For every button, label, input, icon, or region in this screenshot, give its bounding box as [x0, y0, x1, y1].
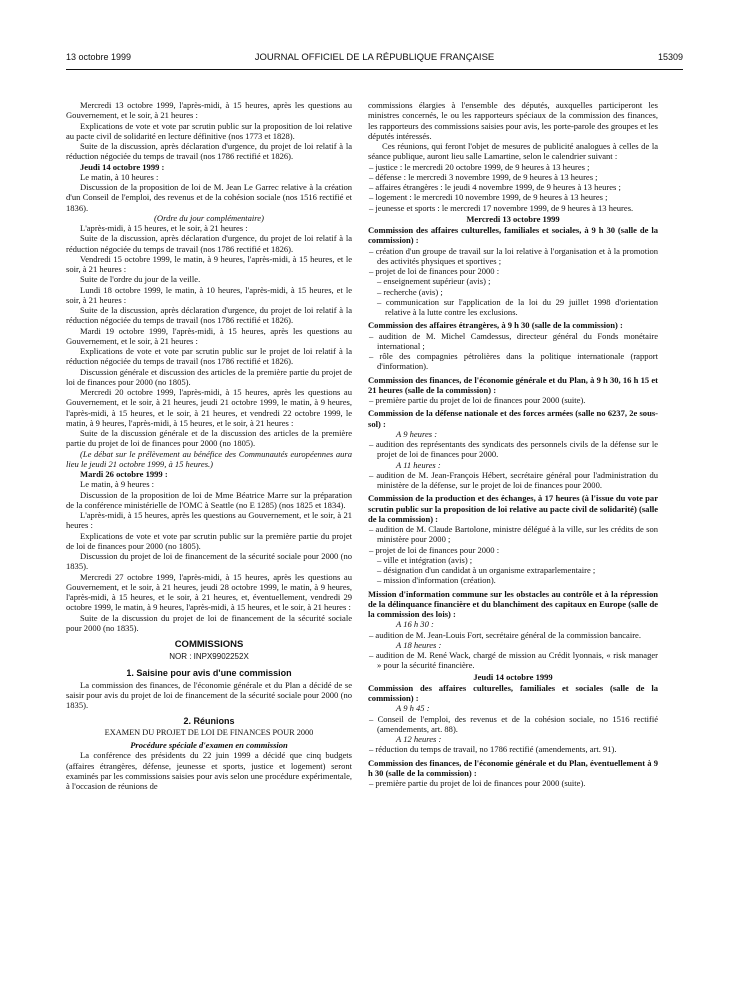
agenda-paragraph: Suite de la discussion, après déclaration d'urgence, du projet de loi relatif à la réduction négociée du temps de travail (nos 1786 rectifié et 1826). — [66, 305, 352, 326]
agenda-paragraph: Suite de la discussion, après déclaration d'urgence, du projet de loi relatif à la réduction négociée du temps de travail (nos 1786 rectifié et 1826). — [66, 141, 352, 162]
agenda-item: – audition de M. René Wack, chargé de mission au Crédit lyonnais, « risk manager » pour la sécurité financière. — [369, 650, 658, 671]
exam-heading: EXAMEN DU PROJET DE LOI DE FINANCES POUR 2000 — [104, 727, 314, 737]
agenda-paragraph: L'après-midi, à 15 heures, et le soir, à 21 heures : — [80, 223, 248, 233]
agenda-item: – audition de M. Jean-Louis Fort, secrétaire général de la commission bancaire. — [369, 629, 641, 640]
time-slot: A 9 heures : — [396, 428, 438, 439]
agenda-paragraph: Suite de la discussion du projet de loi de financement de la sécurité sociale pour 2000 (no 1835). — [66, 612, 352, 633]
agenda-subitem: – recherche (avis) ; — [377, 286, 443, 297]
time-slot: A 18 heures : — [396, 639, 442, 650]
header-rule — [66, 69, 683, 70]
commission-paragraph: La conférence des présidents du 22 juin 1999 a décidé que cinq budgets (affaires étrangères, défense, jeunesse et sports, justice et logement) seront examinés par les commissions saisies pour avis selon une procédure expérimentale, à l'occasion de réunions de — [66, 750, 352, 791]
agenda-paragraph: Explications de vote et vote par scrutin public sur le projet de loi relatif à la réduction négociée du temps de travail (nos 1786 rectifié et 1826). — [66, 346, 352, 367]
subsection-heading: 2. Réunions — [183, 715, 235, 726]
agenda-paragraph: Suite de la discussion générale et de la discussion des articles de la première partie du projet de loi de finances pour 2000 (no 1805). — [66, 428, 352, 449]
commission-heading: Commission de la production et des échanges, à 17 heures (à l'issue du vote par scrutin public sur la proposition de loi relative au pacte civil de solidarité) (salle de la commission) : — [368, 493, 658, 524]
agenda-subitem: – mission d'information (création). — [377, 575, 496, 586]
commission-heading: Commission des affaires étrangères, à 9 h 30 (salle de la commission) : — [368, 320, 623, 331]
agenda-subitem: – désignation d'un candidat à un organisme extraparlementaire ; — [377, 565, 596, 575]
nor-reference: NOR : INPX9902252X — [169, 652, 249, 662]
agenda-paragraph: Discussion de la proposition de loi de M. Jean Le Garrec relative à la création d'un Conseil de l'emploi, des revenus et de la cohésion sociale (nos 1516 rectifié et 1836). — [66, 182, 352, 213]
left-column — [66, 100, 352, 791]
header-date: 13 octobre 1999 — [66, 52, 132, 62]
agenda-item: – rôle des compagnies pétrolières dans la politique internationale (rapport d'information). — [369, 351, 658, 372]
time-slot: A 9 h 45 : — [396, 703, 430, 714]
agenda-item: – Conseil de l'emploi, des revenus et de la cohésion sociale, no 1516 rectifié (amendements, art. 88). — [369, 713, 658, 734]
agenda-paragraph: Suite de l'ordre du jour de la veille. — [80, 274, 201, 285]
agenda-item: – première partie du projet de loi de finances pour 2000 (suite). — [369, 778, 586, 788]
agenda-item: – audition de M. Michel Camdessus, directeur général du Fonds monétaire international ; — [369, 330, 658, 351]
agenda-paragraph: L'après-midi, à 15 heures, après les questions au Gouvernement, et le soir, à 21 heures : — [66, 510, 352, 531]
section-title-commissions: COMMISSIONS — [174, 639, 244, 650]
calendar-item: – affaires étrangères : le jeudi 4 novembre 1999, de 9 heures à 13 heures ; — [369, 182, 621, 192]
time-slot: A 11 heures : — [396, 459, 441, 470]
agenda-item: – première partie du projet de loi de finances pour 2000 (suite). — [369, 395, 586, 405]
agenda-paragraph: Le matin, à 9 heures : — [80, 479, 155, 490]
commission-heading: Commission des affaires culturelles, familiales et sociales, à 9 h 30 (salle de la commission) : — [368, 225, 658, 246]
calendar-item: – logement : le mercredi 10 novembre 1999, de 9 heures à 13 heures ; — [369, 192, 608, 203]
subsection-heading: 1. Saisine pour avis d'une commission — [126, 667, 292, 678]
agenda-subitem: – ville et intégration (avis) ; — [377, 554, 473, 565]
header-title: JOURNAL OFFICIEL DE LA RÉPUBLIQUE FRANÇAISE — [254, 52, 495, 63]
commission-heading: Commission des finances, de l'économie générale et du Plan, à 9 h 30, 16 h 15 et 21 heures (salle de la commission) : — [368, 374, 658, 395]
agenda-paragraph: Explications de vote et vote par scrutin public sur la proposition de loi relative au pacte civil de solidarité en lecture définitive (nos 1773 et 1828). — [66, 120, 352, 141]
commission-heading: Commission de la défense nationale et des forces armées (salle no 6237, 2e sous-sol) : — [368, 408, 658, 429]
header-page-number: 15309 — [657, 52, 683, 62]
date-heading: Mercredi 13 octobre 1999 — [466, 213, 560, 224]
agenda-item: – audition des représentants des syndicats des personnels civils de la défense sur le projet de loi de finances pour 2000. — [369, 439, 658, 460]
running-header — [66, 52, 683, 66]
commission-heading: Commission des finances, de l'économie générale et du Plan, éventuellement à 9 h 30 (salle de la commission) : — [368, 757, 658, 778]
calendar-item: – défense : le mercredi 3 novembre 1999, de 9 heures à 13 heures ; — [369, 171, 598, 182]
agenda-item: – projet de loi de finances pour 2000 : — [369, 266, 500, 276]
agenda-paragraph: Le matin, à 10 heures : — [80, 171, 159, 182]
agenda-paragraph: Suite de la discussion, après déclaration d'urgence, du projet de loi relatif à la réduction négociée du temps de travail (nos 1786 rectifié et 1826). — [66, 233, 352, 254]
agenda-paragraph: Mercredi 27 octobre 1999, l'après-midi, à 15 heures, après les questions au Gouvernement, et le soir, à 21 heures, jeudi 28 octobre 1999, le matin, à 9 heures, l'après-midi, à 15 heures, et le soir, à 21 heures, et, éventuellement, vendredi 29 octobre 1999, le matin, à 9 heures, l'après-midi, à 15 heures, et le soir, à 21 heures : — [66, 571, 352, 613]
calendar-item: – jeunesse et sports : le mercredi 17 novembre 1999, de 9 heures à 13 heures. — [369, 202, 634, 213]
commission-paragraph: La commission des finances, de l'économie générale et du Plan a décidé de se saisir pour avis du projet de loi de financement de la sécurité sociale pour 2000 (no 1835). — [66, 679, 352, 711]
right-column — [368, 100, 658, 788]
agenda-item: – création d'un groupe de travail sur la loi relative à l'organisation et à la promotion des activités physiques et sportives ; — [369, 245, 658, 266]
agenda-note: (Le débat sur le prélèvement au bénéfice des Communautés européennes aura lieu le jeudi 21 octobre 1999, à 15 heures.) — [66, 448, 352, 469]
agenda-item: – projet de loi de finances pour 2000 : — [369, 544, 500, 555]
agenda-day-heading: Jeudi 14 octobre 1999 : — [80, 161, 165, 172]
procedure-heading: Procédure spéciale d'examen en commission — [130, 740, 288, 750]
agenda-paragraph: Mercredi 13 octobre 1999, l'après-midi, à 15 heures, après les questions au Gouvernement, et le soir, à 21 heures : — [66, 100, 352, 121]
calendar-item: – justice : le mercredi 20 octobre 1999, de 9 heures à 13 heures ; — [369, 161, 590, 172]
agenda-item: – réduction du temps de travail, no 1786 rectifié (amendements, art. 91). — [369, 744, 617, 755]
commission-heading: Commission des affaires culturelles, familiales et sociales (salle de la commission) : — [368, 682, 658, 703]
agenda-paragraph: Mardi 19 octobre 1999, l'après-midi, à 15 heures, après les questions au Gouvernement, et le soir, à 21 heures : — [66, 325, 352, 346]
commission-paragraph: Ces réunions, qui feront l'objet de mesures de publicité analogues à celles de la séance publique, auront lieu salle Lamartine, selon le calendrier suivant : — [368, 141, 658, 162]
commission-heading: Mission d'information commune sur les obstacles au contrôle et à la répression de la délinquance financière et du blanchiment des capitaux en Europe (salle de la commission des lois) : — [368, 588, 658, 619]
date-heading: Jeudi 14 octobre 1999 — [473, 671, 553, 682]
agenda-paragraph: Explications de vote et vote par scrutin public sur la première partie du projet de loi de finances pour 2000 (no 1805). — [66, 530, 352, 551]
agenda-note: (Ordre du jour complémentaire) — [154, 212, 264, 223]
agenda-paragraph: Discussion de la proposition de loi de Mme Béatrice Marre sur la préparation de la conférence ministérielle de l'OMC à Seattle (no E 1285) (nos 1825 et 1834). — [66, 489, 352, 510]
agenda-paragraph: Lundi 18 octobre 1999, le matin, à 10 heures, l'après-midi, à 15 heures, et le soir, à 21 heures : — [66, 284, 352, 305]
agenda-day-heading: Mardi 26 octobre 1999 : — [80, 469, 168, 479]
agenda-item: – audition de M. Claude Bartolone, ministre délégué à la ville, sur les crédits de son ministère pour 2000 ; — [369, 524, 658, 545]
agenda-paragraph: Discussion générale et discussion des articles de la première partie du projet de loi de finances pour 2000 (no 1805). — [66, 366, 352, 387]
agenda-paragraph: Discussion du projet de loi de financement de la sécurité sociale pour 2000 (no 1835). — [66, 551, 352, 572]
agenda-paragraph: Mercredi 20 octobre 1999, l'après-midi, à 15 heures, après les questions au Gouvernement, et le soir, à 21 heures, jeudi 21 octobre 1999, le matin, à 9 heures, l'après-midi, à 15 heures, et le soir, à 21 heures, et vendredi 22 octobre 1999, le matin, à 9 heures, l'après-midi, à 15 heures, et le soir, à 21 heures : — [66, 387, 352, 428]
commission-paragraph: commissions élargies à l'ensemble des députés, auxquelles participeront les ministres concernés, le ou les rapporteurs spéciaux de la commission des finances, les rapporteurs des commissions saisies pour avis, les porte-parole des groupes et les députés intéressés. — [368, 100, 658, 141]
agenda-item: – audition de M. Jean-François Hébert, secrétaire général pour l'administration du ministère de la défense, sur le projet de loi de finances pour 2000. — [369, 469, 658, 490]
time-slot: A 12 heures : — [396, 734, 442, 744]
time-slot: A 16 h 30 : — [396, 619, 434, 630]
agenda-subitem: – enseignement supérieur (avis) ; — [377, 276, 491, 287]
agenda-subitem: – communication sur l'application de la loi du 29 juillet 1998 d'orientation relative à la lutte contre les exclusions. — [377, 296, 658, 317]
agenda-paragraph: Vendredi 15 octobre 1999, le matin, à 9 heures, l'après-midi, à 15 heures, et le soir, à 21 heures : — [66, 253, 352, 274]
